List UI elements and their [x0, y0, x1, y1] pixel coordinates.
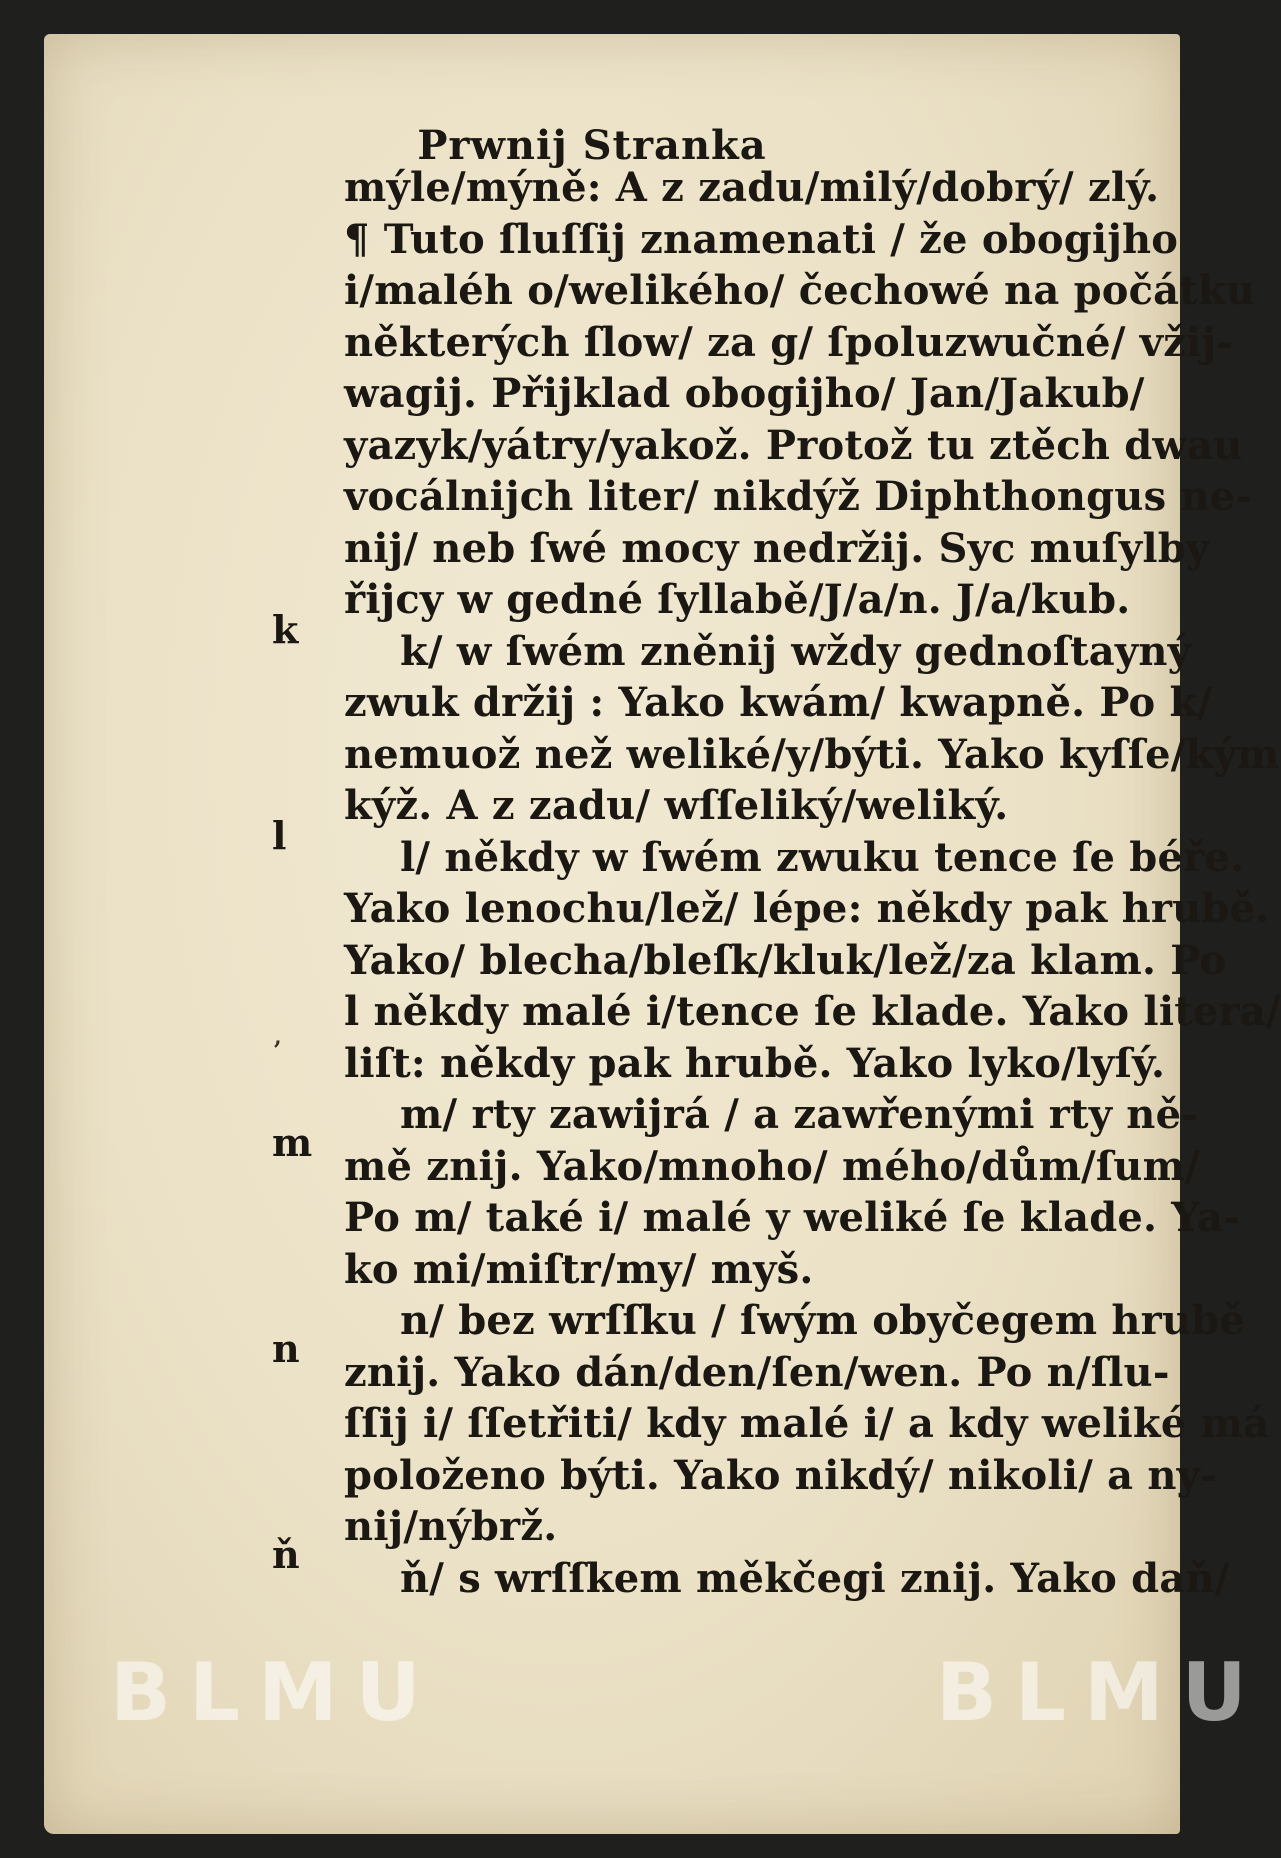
text-line-25: ſſij i/ ſſetřiti/ kdy malé i/ a kdy weliké má [344, 1400, 1270, 1447]
text-line-18: liſt: někdy pak hrubě. Yako lyko/lyſý. [344, 1039, 1166, 1087]
text-line-2: ¶ Tuto ſluſſij znamenati / že obogijho [344, 215, 1179, 263]
margin-note-m: m [272, 1120, 313, 1165]
text-line-17: l někdy malé i/tence ſe klade. Yako litera/ [344, 988, 1281, 1035]
text-line-16: Yako/ blecha/bleſk/kluk/lež/za klam. Po [344, 936, 1227, 984]
text-line-22: ko mi/miſtr/my/ myš. [344, 1245, 814, 1293]
text-line-10: k/ w ſwém zněnij wždy gednoſtayný [400, 627, 1192, 675]
text-line-9: řijcy w gedné ſyllabě/J/a/n. J/a/kub. [344, 576, 1131, 623]
text-line-26: položeno býti. Yako nikdý/ nikoli/ a ny- [344, 1451, 1217, 1499]
text-line-5: wagij. Přijklad obogijho/ Jan/Jakub/ [344, 370, 1145, 417]
text-line-24: znij. Yako dán/den/ſen/wen. Po n/ſlu- [344, 1348, 1170, 1396]
margin-note-l: l [272, 813, 287, 858]
margin-note-k: k [272, 607, 299, 652]
manuscript-page [44, 34, 1281, 1834]
page-header-text: Prwnij Stranka [417, 122, 767, 169]
text-line-27: nij/nýbrž. [344, 1503, 558, 1550]
text-line-7: vocálnijch liter/ nikdýž Diphthongus ne- [344, 473, 1253, 520]
margin-ink-mark: , [274, 1024, 282, 1050]
text-line-23: n/ bez wrſſku / ſwým obyčegem hrubě [400, 1297, 1246, 1344]
text-line-11: zwuk držij : Yako kwám/ kwapně. Po k/ [344, 679, 1213, 726]
text-line-12: nemuož než weliké/y/býti. Yako kyſſe/kým [344, 730, 1280, 778]
text-line-13: kýž. A z zadu/ wſſeliký/weliký. [344, 782, 1009, 829]
text-line-28: ň/ s wrſſkem měkčegi znij. Yako daň/ [400, 1554, 1230, 1602]
text-line-6: yazyk/yátry/yakož. Protož tu ztěch dwau [344, 421, 1243, 469]
margin-note-n-caron: ň [272, 1532, 300, 1577]
text-line-19: m/ rty zawijrá / a zawřenými rty ně- [400, 1091, 1199, 1138]
watermark-left: BLMU [110, 1646, 439, 1739]
text-line-4: některých ſlow/ za g/ ſpoluzwučné/ vžij- [344, 318, 1233, 366]
text-line-15: Yako lenochu/lež/ lépe: někdy pak hrubě. [344, 885, 1270, 932]
text-line-21: Po m/ také i/ malé y weliké ſe klade. Ya- [344, 1194, 1240, 1241]
text-line-14: l/ někdy w ſwém zwuku tence ſe béře. [400, 833, 1245, 881]
margin-note-n: n [272, 1326, 300, 1371]
text-line-3: i/maléh o/welikého/ čechowé na počátku [344, 267, 1256, 314]
body-text [344, 162, 1281, 1604]
text-line-8: nij/ neb ſwé mocy nedržij. Syc muſylby [344, 524, 1210, 572]
text-line-20: mě znij. Yako/mnoho/ mého/dům/ſum/ [344, 1142, 1200, 1190]
text-line-1: mýle/mýně: A z zadu/milý/dobrý/ zlý. [344, 164, 1160, 211]
watermark-right: BLMU [936, 1646, 1265, 1739]
